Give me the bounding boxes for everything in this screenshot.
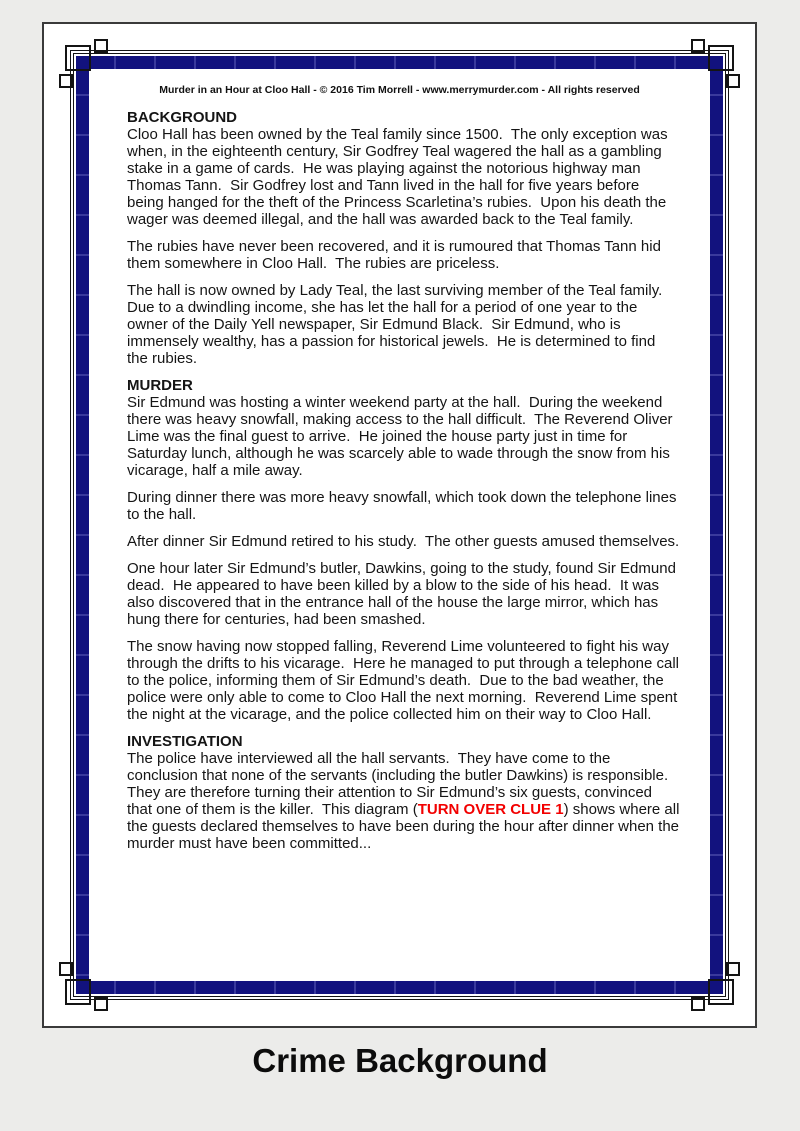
paragraph: After dinner Sir Edmund retired to his study. The other guests amused themselves. bbox=[127, 533, 680, 550]
border-band-left bbox=[76, 56, 89, 994]
corner-ornament-bottom-left bbox=[68, 962, 108, 1002]
border-band-right bbox=[710, 56, 723, 994]
corner-square-icon bbox=[65, 45, 91, 71]
paragraph: Cloo Hall has been owned by the Teal family since 1500. The only exception was when, in the eighteenth century, Sir Godfrey Teal wagered the hall as a gambling stake in a game of cards. He was playing against the notorious highway man Thomas Tann. Sir Godfrey lost and Tann lived in the hall for five years before being hanged for the theft of the Princess Scarletina’s rubies. Upon his death the wager was deemed illegal, and the hall was awarded back to the Teal family. bbox=[127, 126, 672, 228]
corner-ornament-top-right bbox=[691, 48, 731, 88]
corner-ornament-top-left bbox=[68, 48, 108, 88]
section-heading-murder: MURDER bbox=[127, 377, 193, 394]
section-background bbox=[127, 109, 680, 367]
section-heading-background: BACKGROUND bbox=[127, 109, 237, 126]
turn-over-clue-reference: TURN OVER CLUE 1 bbox=[417, 801, 564, 818]
corner-square-icon bbox=[691, 39, 705, 53]
document-content bbox=[127, 109, 684, 862]
border-band-top bbox=[76, 56, 723, 69]
section-murder bbox=[127, 377, 684, 723]
corner-square-icon bbox=[94, 39, 108, 53]
copyright-line: Murder in an Hour at Cloo Hall - © 2016 Tim Morrell - www.merrymurder.com - All rights reserved bbox=[159, 84, 640, 96]
corner-square-icon bbox=[691, 997, 705, 1011]
corner-square-icon bbox=[65, 979, 91, 1005]
corner-ornament-bottom-right bbox=[691, 962, 731, 1002]
paragraph: During dinner there was more heavy snowfall, which took down the telephone lines to the hall. bbox=[127, 489, 681, 523]
paragraph: One hour later Sir Edmund’s butler, Dawkins, going to the study, found Sir Edmund dead. He appeared to have been killed by a blow to the side of his head. It was also discovered that in the entrance hall of the house the large mirror, which has hung there for centuries, had been smashed. bbox=[127, 560, 681, 628]
paragraph: The hall is now owned by Lady Teal, the last surviving member of the Teal family. Due to a dwindling income, she has let the hall for a period of one year to the owner of the Daily Yell newspaper, Sir Edmund Black. Sir Edmund, who is immensely wealthy, has a passion for historical jewels. He is determined to find the rubies. bbox=[127, 282, 671, 367]
corner-square-icon bbox=[708, 45, 734, 71]
corner-square-icon bbox=[708, 979, 734, 1005]
text-segment: ) shows where all the guests declared themselves to have been during the hour after dinner when the murder must have been committed... bbox=[127, 801, 684, 852]
text-segment: The police have interviewed all the hall servants. They have come to the conclusion that none of the servants (including the butler Dawkins) is responsible. They are therefore turning their attention to Sir Edmund’s six guests, convinced that one of them is the killer. This diagram ( bbox=[127, 750, 677, 818]
document-page bbox=[42, 22, 757, 1028]
section-heading-investigation: INVESTIGATION bbox=[127, 733, 243, 750]
page-caption: Crime Background bbox=[252, 1042, 548, 1079]
corner-square-icon bbox=[94, 997, 108, 1011]
corner-square-icon bbox=[59, 962, 73, 976]
paragraph: The snow having now stopped falling, Reverend Lime volunteered to fight his way through the drifts to his vicarage. Here he managed to put through a telephone call to the police, informing them of Sir Edmund’s death. Due to the bad weather, the police were only able to come to Cloo Hall the next morning. Reverend Lime spent the night at the vicarage, and the police collected him on their way to Cloo Hall. bbox=[127, 638, 684, 723]
corner-square-icon bbox=[726, 962, 740, 976]
border-band-bottom bbox=[76, 981, 723, 994]
paragraph: Sir Edmund was hosting a winter weekend party at the hall. During the weekend there was heavy snowfall, making access to the hall difficult. The Reverend Oliver Lime was the final guest to arrive. He joined the house party just in time for Saturday lunch, although he was scarcely able to wade through the snow from his vicarage, half a mile away. bbox=[127, 394, 677, 479]
paragraph: The rubies have never been recovered, and it is rumoured that Thomas Tann hid them somewhere in Cloo Hall. The rubies are priceless. bbox=[127, 238, 666, 272]
paragraph bbox=[127, 750, 684, 852]
section-investigation bbox=[127, 733, 684, 852]
